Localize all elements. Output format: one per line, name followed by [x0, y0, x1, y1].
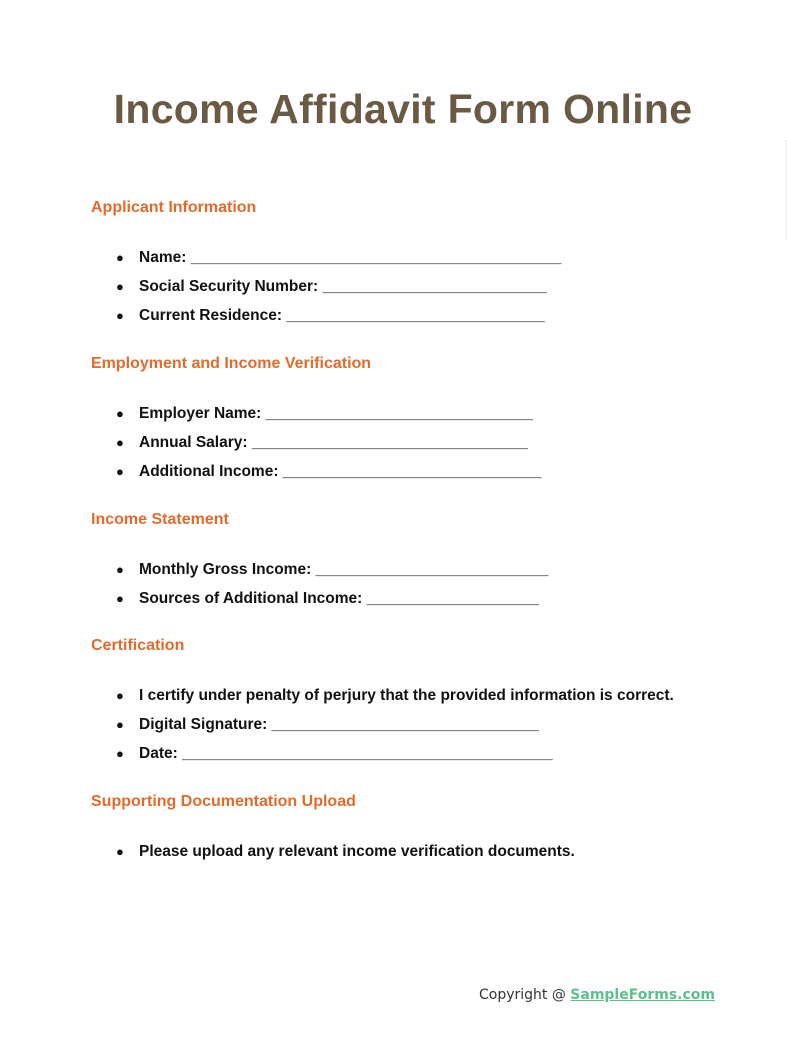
list-item: [116, 404, 533, 424]
page-title: Income Affidavit Form Online: [113, 86, 693, 132]
section-heading-income-statement: Income Statement: [91, 511, 229, 528]
bullet-icon: ●: [116, 464, 124, 479]
bullet-icon: ●: [116, 435, 124, 450]
section-heading-applicant-information: Applicant Information: [91, 199, 257, 216]
list-item: [116, 715, 539, 735]
certification-statement: I certify under penalty of perjury that the provided information is correct.: [139, 687, 674, 704]
list-item: [116, 462, 541, 482]
bullet-icon: ●: [116, 717, 124, 732]
list-item: [116, 433, 528, 453]
section-heading-supporting-documentation: Supporting Documentation Upload: [91, 793, 356, 810]
bullet-icon: ●: [116, 562, 124, 577]
bullet-icon: ●: [116, 688, 124, 703]
list-item: [116, 842, 575, 862]
field-date: Date: ___________________________________________: [139, 745, 553, 762]
field-sources-additional-income: Sources of Additional Income: ____________________: [139, 590, 540, 607]
list-item: [116, 589, 539, 609]
field-current-residence: Current Residence: ______________________________: [139, 307, 545, 324]
bullet-icon: ●: [116, 406, 124, 421]
bullet-icon: ●: [116, 844, 124, 859]
bullet-icon: ●: [116, 279, 124, 294]
list-item: [116, 306, 545, 326]
bullet-icon: ●: [116, 746, 124, 761]
field-employer-name: Employer Name: _______________________________: [139, 405, 533, 422]
section-heading-certification: Certification: [91, 637, 185, 654]
sampleforms-link[interactable]: SampleForms.com: [570, 987, 715, 1003]
bullet-icon: ●: [116, 308, 124, 323]
field-additional-income: Additional Income: ______________________________: [139, 463, 542, 480]
field-digital-signature: Digital Signature: _______________________________: [139, 716, 539, 733]
list-item: [116, 686, 674, 706]
field-name: Name: ___________________________________________: [139, 249, 562, 266]
list-item: [116, 277, 547, 297]
bullet-icon: ●: [116, 591, 124, 606]
field-ssn: Social Security Number: __________________________: [139, 278, 547, 295]
section-heading-employment-verification: Employment and Income Verification: [91, 355, 372, 372]
upload-instruction: Please upload any relevant income verification documents.: [139, 843, 575, 860]
list-item: [116, 248, 561, 268]
field-monthly-gross-income: Monthly Gross Income: ___________________________: [139, 561, 549, 578]
copyright-footer: [479, 987, 715, 1003]
list-item: [116, 744, 553, 764]
bullet-icon: ●: [116, 250, 124, 265]
copyright-prefix: Copyright @: [478, 987, 571, 1003]
list-item: [116, 560, 548, 580]
field-annual-salary: Annual Salary: ________________________________: [139, 434, 528, 451]
